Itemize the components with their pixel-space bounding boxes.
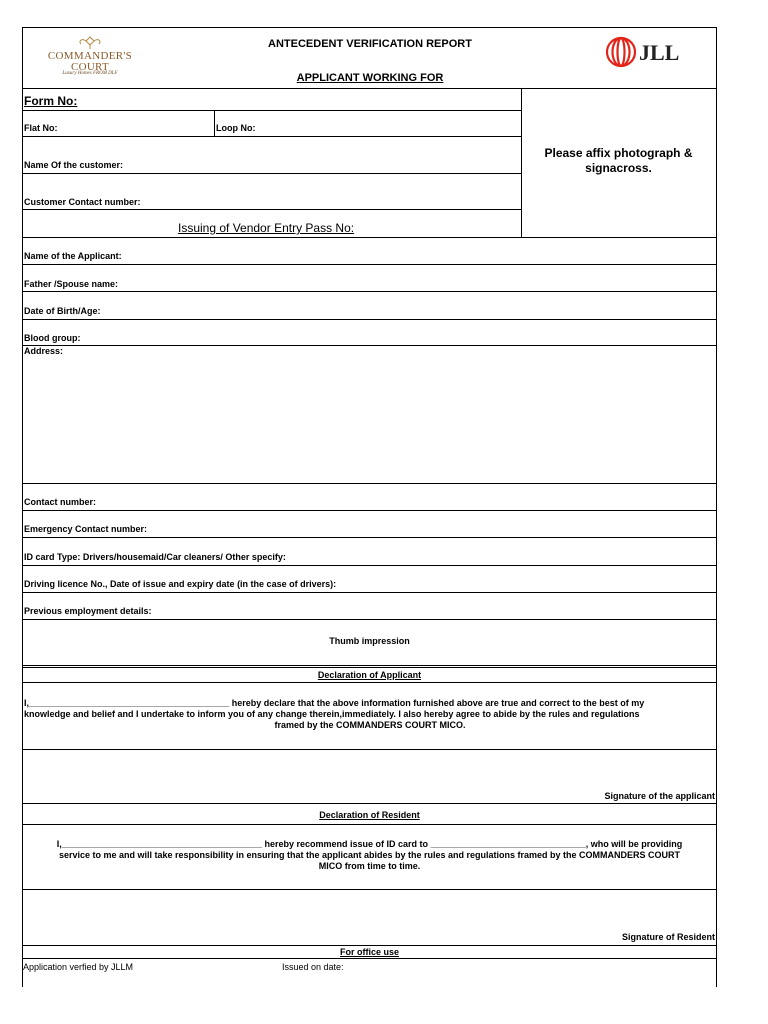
row-line xyxy=(22,209,522,210)
jll-mark-icon xyxy=(604,36,638,68)
declaration-resident-line3: MICO from time to time. xyxy=(318,861,421,871)
row-line xyxy=(22,136,522,137)
row-line xyxy=(22,619,717,620)
photo-placeholder: Please affix photograph & signacross. xyxy=(544,146,693,175)
row-line xyxy=(22,88,717,89)
row-line xyxy=(22,110,522,111)
contact-number-label: Contact number: xyxy=(24,497,96,507)
customer-name-label: Name Of the customer: xyxy=(24,160,124,170)
id-card-type-label: ID card Type: Drivers/housemaid/Car cleaners/ Other specify: xyxy=(24,552,286,562)
row-line xyxy=(22,682,717,683)
declaration-applicant-line3: framed by the COMMANDERS COURT MICO. xyxy=(274,720,466,730)
declaration-applicant-line2: knowledge and belief and I undertake to inform you of any change therein,immediately. I also hereby agree to abide by the rules and regulations xyxy=(24,709,640,719)
customer-contact-label: Customer Contact number: xyxy=(24,197,141,207)
row-line xyxy=(22,824,717,825)
flat-no-label: Flat No: xyxy=(24,123,58,133)
previous-employment-label: Previous employment details: xyxy=(24,606,152,616)
row-line xyxy=(22,667,717,668)
dob-age-label: Date of Birth/Age: xyxy=(24,306,101,316)
blood-group-label: Blood group: xyxy=(24,333,81,343)
row-line xyxy=(22,592,717,593)
address-label: Address: xyxy=(24,346,64,356)
flat-loop-divider xyxy=(214,110,215,136)
emergency-contact-label: Emergency Contact number: xyxy=(24,524,148,534)
logo-tagline: Luxury Homes FROM DLF xyxy=(62,71,118,76)
row-line xyxy=(22,237,717,238)
photo-box-left xyxy=(521,88,522,237)
declaration-applicant-line1: I,________________________________________ hereby declare that the above information furnished above are true and correct to the best of my xyxy=(24,698,645,708)
row-line xyxy=(22,803,717,804)
page-title: ANTECEDENT VERIFICATION REPORT xyxy=(268,38,472,50)
row-line xyxy=(22,889,717,890)
row-line xyxy=(22,945,717,946)
resident-signature-label: Signature of Resident xyxy=(621,932,715,942)
page-subtitle: APPLICANT WORKING FOR xyxy=(296,72,444,84)
logo-name: COMMANDER'S COURT xyxy=(47,50,133,73)
row-line xyxy=(22,510,717,511)
row-line xyxy=(22,319,717,320)
row-line xyxy=(22,173,522,174)
thumb-impression-label: Thumb impression xyxy=(329,636,410,646)
row-line xyxy=(22,291,717,292)
jll-logo xyxy=(604,36,694,70)
applicant-signature-label: Signature of the applicant xyxy=(604,791,715,801)
row-line xyxy=(22,537,717,538)
row-line xyxy=(22,345,717,346)
commanders-court-logo xyxy=(30,34,150,82)
row-line xyxy=(22,483,717,484)
declaration-resident-line1: I,________________________________________ hereby recommend issue of ID card to _______________________________, who will be providing xyxy=(56,839,683,849)
issued-on-label: Issued on date: xyxy=(282,962,344,972)
form-no-label: Form No: xyxy=(24,94,78,108)
driving-licence-label: Driving licence No., Date of issue and expiry date (in the case of drivers): xyxy=(24,579,337,589)
row-line xyxy=(22,958,717,959)
declaration-resident-heading: Declaration of Resident xyxy=(319,810,420,820)
office-use-heading: For office use xyxy=(339,947,399,957)
declaration-resident-text xyxy=(22,839,717,872)
father-spouse-label: Father /Spouse name: xyxy=(24,279,119,289)
jll-wordmark: JLL xyxy=(639,40,680,65)
declaration-resident-line2: service to me and will take responsibility in ensuring that the applicant abides by the rules and regulations framed by the COMMANDERS COURT xyxy=(58,850,681,860)
verified-by-label: Application verfied by JLLM xyxy=(23,962,134,972)
row-line xyxy=(22,665,717,666)
declaration-applicant-text xyxy=(24,698,716,731)
applicant-name-label: Name of the Applicant: xyxy=(24,251,122,261)
form-top-border xyxy=(22,27,717,28)
declaration-applicant-heading: Declaration of Applicant xyxy=(317,670,422,680)
vendor-pass-label: Issuing of Vendor Entry Pass No: xyxy=(178,221,355,235)
row-line xyxy=(22,264,717,265)
row-line xyxy=(22,749,717,750)
loop-no-label: Loop No: xyxy=(216,123,256,133)
row-line xyxy=(22,565,717,566)
